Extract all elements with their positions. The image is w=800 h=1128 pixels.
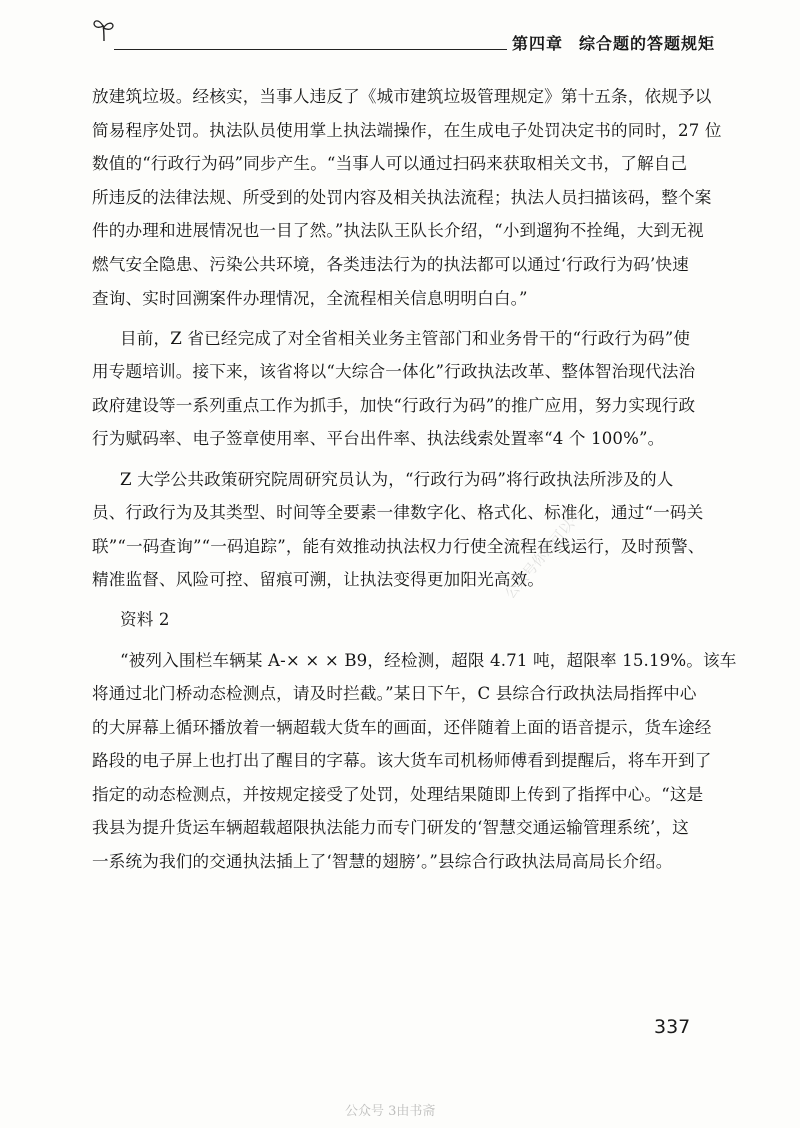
text-line: 燃气安全隐患、污染公共环境，各类违法行为的执法都可以通过‘行政行为码’快速: [92, 254, 689, 274]
text-line: 资料 2: [120, 610, 170, 630]
text-line: 路段的电子屏上也打出了醒目的字幕。该大货车司机杨师傅看到提醒后，将车开到了: [92, 751, 712, 771]
text-line: 数值的“行政行为码”同步产生。“当事人可以通过扫码来获取相关文书，了解自己: [92, 154, 688, 174]
text-line: 放建筑垃圾。经核实，当事人违反了《城市建筑垃圾管理规定》第十五条，依规予以: [92, 87, 712, 106]
text-line: 用专题培训。接下来，该省将以“大综合一体化”行政执法改革、整体智治现代法治: [92, 362, 696, 382]
text-line: 一系统为我们的交通执法插上了‘智慧的翅膀’。”县综合行政执法局高局长介绍。: [92, 852, 673, 872]
text-line: 将通过北门桥动态检测点，请及时拦截。”某日下午，C 县综合行政执法局指挥中心: [92, 684, 697, 704]
paragraph: [92, 603, 700, 637]
text-line: “被列入围栏车辆某 A-× × × B9，经检测，超限 4.71 吨，超限率 15.19%。该车: [120, 650, 737, 670]
text-line: 查询、实时回溯案件办理情况，全流程相关信息明明白白。”: [92, 288, 528, 308]
body-text: [92, 80, 737, 885]
page-number: 337: [654, 1016, 691, 1038]
paragraph: [92, 463, 705, 597]
text-line: 所违反的法律法规、所受到的处罚内容及相关执法流程；执法人员扫描该码，整个案: [92, 187, 712, 207]
paragraph: [92, 644, 737, 879]
text-line: 简易程序处罚。执法队员使用掌上执法端操作，在生成电子处罚决定书的同时，27 位: [92, 120, 722, 140]
text-line: 联”“一码查询”“一码追踪”，能有效推动执法权力行使全流程在线运行，及时预警、: [92, 536, 705, 556]
text-line: Z 大学公共政策研究院周研究员认为，“行政行为码”将行政执法所涉及的人: [120, 469, 674, 489]
text-line: 目前，Z 省已经完成了对全省相关业务主管部门和业务骨干的“行政行为码”使: [120, 328, 691, 348]
sprout-icon: [92, 16, 116, 42]
text-line: 的大屏幕上循环播放着一辆超载大货车的画面，还伴随着上面的语音提示，货车途经: [92, 717, 712, 737]
paragraph: [92, 322, 700, 456]
running-header: [92, 14, 716, 53]
text-line: 政府建设等一系列重点工作为抓手，加快“行政行为码”的推广应用，努力实现行政: [92, 395, 696, 415]
text-line: 我县为提升货运车辆超载超限执法能力而专门研发的‘智慧交通运输管理系统’，这: [92, 818, 689, 838]
text-line: 件的办理和进展情况也一目了然。”执法队王队长介绍，“小到遛狗不拴绳，大到无视: [92, 221, 704, 241]
chapter-label: 第四章: [512, 34, 564, 53]
bottom-watermark: 公众号 3由书斋: [345, 1104, 436, 1119]
text-line: 精准监督、风险可控、留痕可溯，让执法变得更加阳光高效。: [92, 570, 545, 590]
text-line: 员、行政行为及其类型、时间等全要素一律数字化、格式化、标准化，通过“一码关: [92, 503, 704, 523]
chapter-title: 综合题的答题规矩: [579, 34, 716, 53]
header-rule: [114, 49, 507, 50]
text-line: 行为赋码率、电子签章使用率、平台出件率、执法线索处置率“4 个 100%”。: [92, 429, 665, 449]
text-line: 指定的动态检测点，并按规定接受了处罚，处理结果随即上传到了指挥中心。“这是: [92, 784, 704, 804]
diagonal-watermark: 公众号你想可以考: [502, 506, 587, 603]
paragraph: [92, 80, 722, 315]
